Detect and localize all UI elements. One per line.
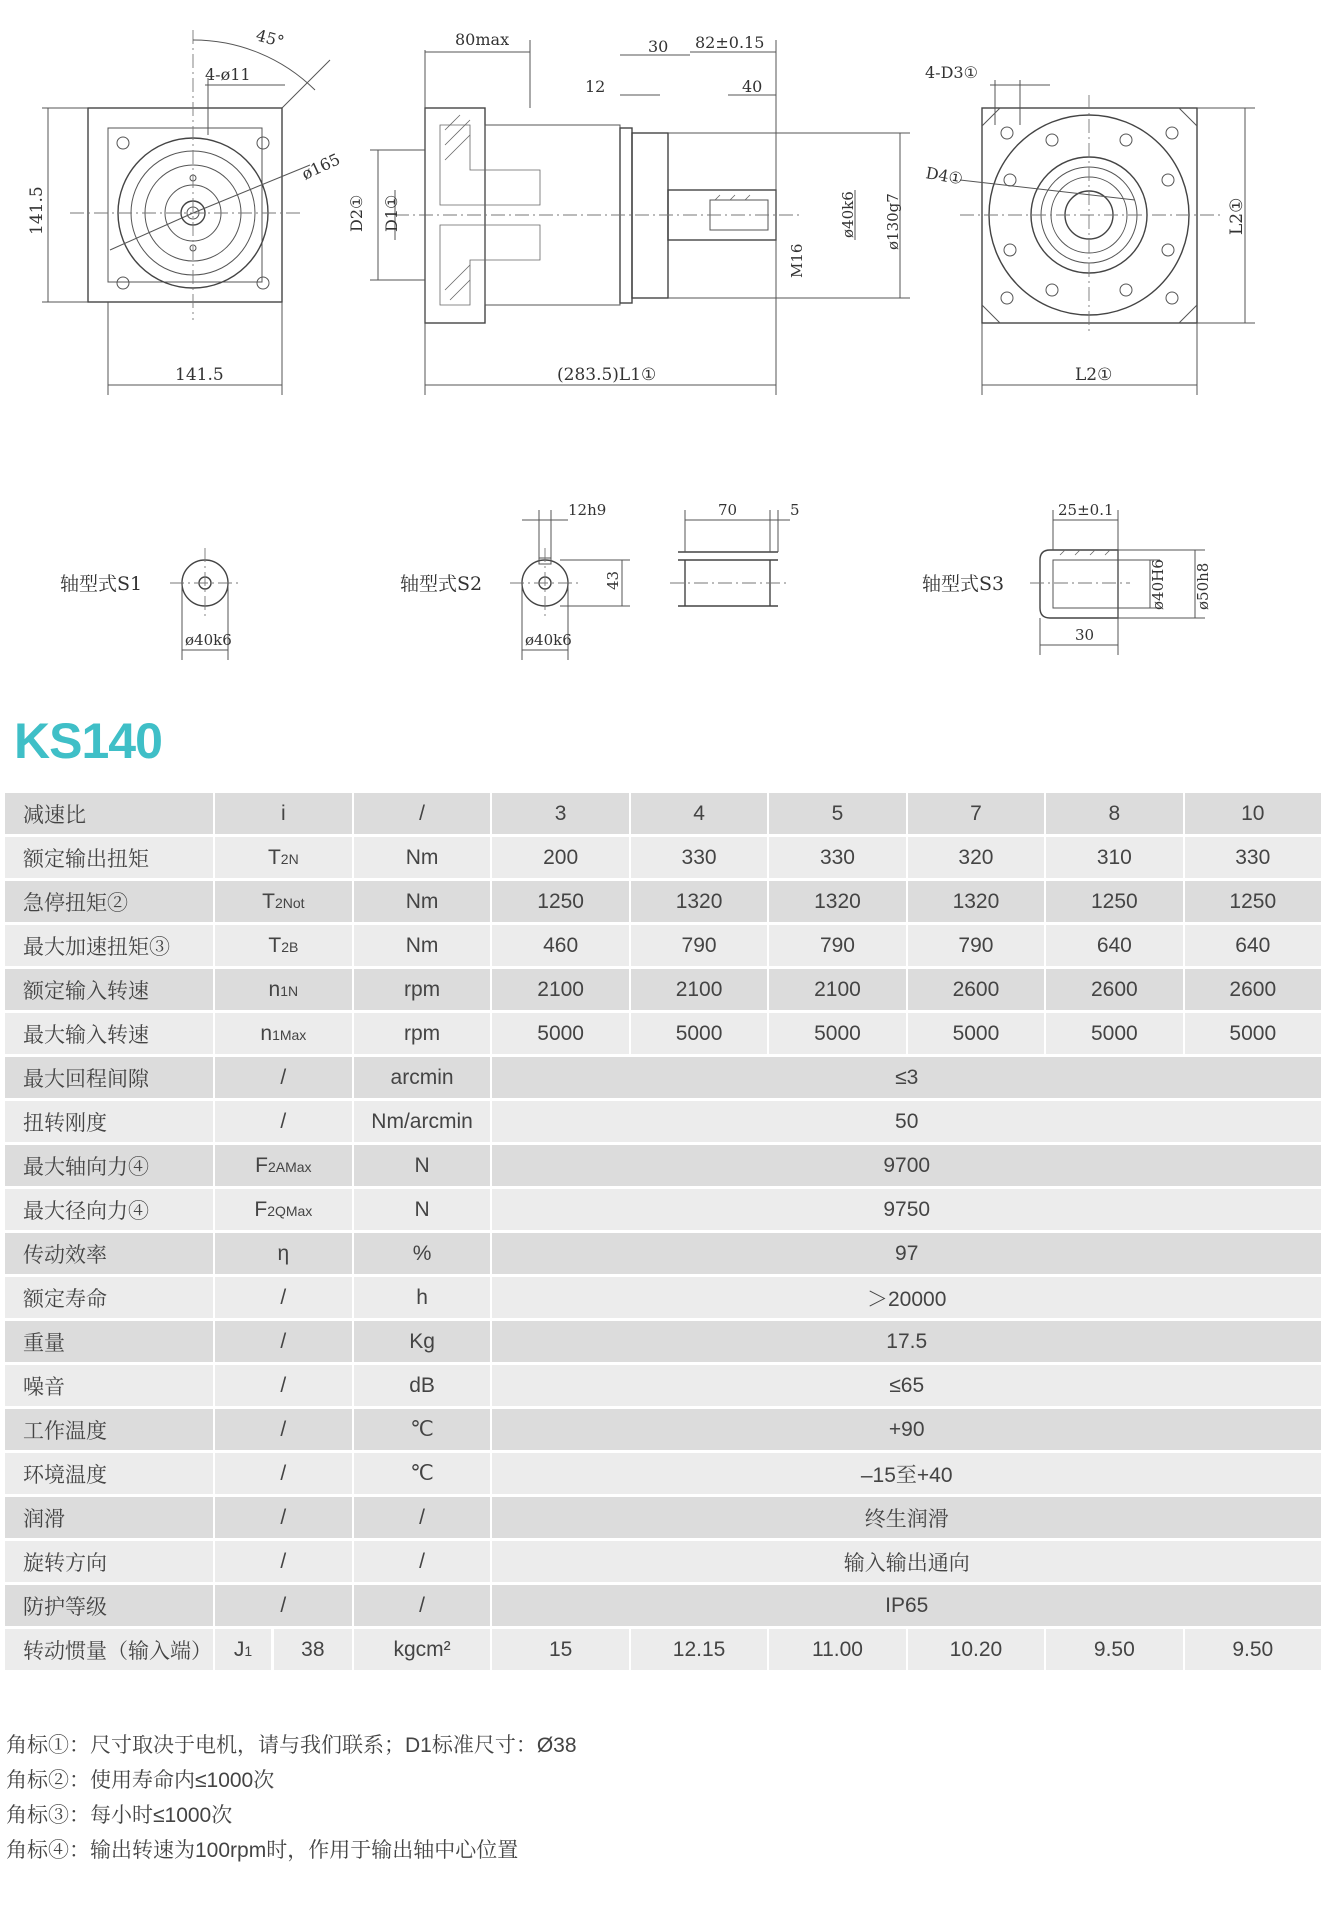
- value-cell: 15: [492, 1629, 628, 1670]
- unit-cell: rpm: [354, 969, 491, 1010]
- symbol-text: /: [280, 1109, 287, 1133]
- row-label: 额定寿命: [5, 1277, 213, 1318]
- value-cell: 1320: [769, 881, 905, 922]
- s3-depth: 30: [1075, 626, 1095, 644]
- symbol-text: /: [280, 1505, 287, 1529]
- unit-cell: Nm: [354, 925, 491, 966]
- unit-cell: rpm: [354, 1013, 491, 1054]
- s3-len: 25±0.1: [1058, 501, 1114, 519]
- front-width: 141.5: [175, 365, 224, 385]
- model-title: KS140: [14, 713, 162, 769]
- unit-cell: Nm/arcmin: [354, 1101, 491, 1142]
- symbol-cell: [215, 1189, 352, 1230]
- table-row: [5, 1365, 1321, 1406]
- row-label: 防护等级: [5, 1585, 213, 1626]
- value-cell: 5000: [908, 1013, 1044, 1054]
- rear-holes: 4-D3①: [925, 63, 978, 82]
- symbol-text: /: [280, 1461, 287, 1485]
- side-length: (283.5)L1①: [557, 365, 657, 385]
- row-label: 额定输出扭矩: [5, 837, 213, 878]
- footnote-4: 角标④：输出转速为100rpm时，作用于输出轴中心位置: [6, 1839, 519, 1862]
- side-shaft-dia: ø40k6: [839, 191, 857, 238]
- value-cell: 330: [631, 837, 767, 878]
- table-row: [5, 1497, 1321, 1538]
- s2-len: 70: [718, 501, 738, 519]
- table-row: [5, 1013, 1321, 1054]
- symbol-cell: i: [215, 793, 352, 834]
- value-cell: 3: [492, 793, 628, 834]
- s3-od: ø50h8: [1194, 562, 1212, 610]
- unit-cell: h: [354, 1277, 491, 1318]
- table-row: [5, 881, 1321, 922]
- row-label: 急停扭矩②: [5, 881, 213, 922]
- value-cell: 790: [631, 925, 767, 966]
- value-cell: 5000: [492, 1013, 628, 1054]
- spec-table: [3, 790, 1323, 1673]
- front-view: [27, 26, 343, 395]
- symbol-cell: [215, 969, 352, 1010]
- row-label: 扭转刚度: [5, 1101, 213, 1142]
- side-d1: D1①: [382, 194, 401, 232]
- table-row: [5, 1277, 1321, 1318]
- value-cell: 11.00: [769, 1629, 905, 1670]
- value-cell: 9750: [492, 1189, 1321, 1230]
- symbol-text: /: [280, 1329, 287, 1353]
- side-thread: M16: [788, 243, 806, 278]
- value-cell: 9.50: [1185, 1629, 1321, 1670]
- value-cell: 4: [631, 793, 767, 834]
- table-row: [5, 969, 1321, 1010]
- symbol-subscript: 1Max: [272, 1026, 307, 1043]
- symbol-text: /: [280, 1373, 287, 1397]
- symbol-cell: [215, 1321, 352, 1362]
- s2-dia: ø40k6: [525, 631, 572, 649]
- value-cell: 330: [1185, 837, 1321, 878]
- symbol-cell: [215, 1629, 352, 1670]
- symbol-cell: [215, 1365, 352, 1406]
- value-cell: 终生润滑: [492, 1497, 1321, 1538]
- symbol-subscript: 2B: [281, 938, 299, 955]
- row-label: 最大加速扭矩③: [5, 925, 213, 966]
- symbol-text: F: [255, 1153, 268, 1177]
- side-12: 12: [585, 77, 606, 96]
- value-cell: 310: [1046, 837, 1182, 878]
- side-flange: 80max: [455, 30, 510, 49]
- d1-size: 38: [301, 1637, 325, 1661]
- value-cell: 2600: [1185, 969, 1321, 1010]
- value-cell: 2100: [631, 969, 767, 1010]
- symbol-cell: [215, 1541, 352, 1582]
- value-cell: 2600: [1046, 969, 1182, 1010]
- row-label: 转动惯量（输入端）: [5, 1629, 213, 1670]
- value-cell: ≤3: [492, 1057, 1321, 1098]
- unit-cell: ℃: [354, 1409, 491, 1450]
- s2-height: 43: [604, 570, 622, 590]
- value-cell: 5000: [1046, 1013, 1182, 1054]
- value-cell: 10: [1185, 793, 1321, 834]
- rear-view: [924, 63, 1255, 395]
- s3-label: 轴型式S3: [922, 573, 1005, 595]
- symbol-cell: [215, 881, 352, 922]
- symbol-text: /: [280, 1593, 287, 1617]
- table-row: [5, 1585, 1321, 1626]
- value-cell: 5000: [631, 1013, 767, 1054]
- value-cell: 2100: [492, 969, 628, 1010]
- value-cell: 输入输出通向: [492, 1541, 1321, 1582]
- value-cell: 1250: [1046, 881, 1182, 922]
- symbol-text: T: [262, 889, 275, 913]
- rear-l2-horizontal: L2①: [1075, 365, 1113, 385]
- row-label: 环境温度: [5, 1453, 213, 1494]
- value-cell: 460: [492, 925, 628, 966]
- unit-cell: Kg: [354, 1321, 491, 1362]
- value-cell: 790: [908, 925, 1044, 966]
- value-cell: 10.20: [908, 1629, 1044, 1670]
- s1-label: 轴型式S1: [60, 573, 143, 595]
- s1-dia: ø40k6: [185, 631, 232, 649]
- symbol-text: /: [280, 1285, 287, 1309]
- table-row: [5, 1541, 1321, 1582]
- symbol-subscript: 2AMax: [267, 1158, 312, 1175]
- front-angle: 45°: [253, 25, 287, 52]
- unit-cell: dB: [354, 1365, 491, 1406]
- symbol-cell: [215, 925, 352, 966]
- table-row: [5, 1453, 1321, 1494]
- shaft-s3: [922, 501, 1212, 655]
- symbol-text: η: [277, 1241, 290, 1265]
- value-cell: 5000: [1185, 1013, 1321, 1054]
- table-row: [5, 1233, 1321, 1274]
- value-cell: 1320: [908, 881, 1044, 922]
- symbol-cell: [215, 1101, 352, 1142]
- unit-cell: Nm: [354, 881, 491, 922]
- symbol-cell: [215, 1145, 352, 1186]
- s3-bore: ø40H6: [1149, 559, 1167, 610]
- unit-cell: N: [354, 1145, 491, 1186]
- value-cell: 7: [908, 793, 1044, 834]
- symbol-text: /: [280, 1065, 287, 1089]
- symbol-text: /: [280, 1417, 287, 1441]
- unit-cell: N: [354, 1189, 491, 1230]
- value-cell: 640: [1046, 925, 1182, 966]
- row-label: 重量: [5, 1321, 213, 1362]
- value-cell: 5000: [769, 1013, 905, 1054]
- row-label: 最大输入转速: [5, 1013, 213, 1054]
- row-label: 旋转方向: [5, 1541, 213, 1582]
- unit-cell: /: [354, 1585, 491, 1626]
- value-cell: 5: [769, 793, 905, 834]
- symbol-cell: [215, 1057, 352, 1098]
- s2-key: 12h9: [568, 501, 607, 519]
- table-row: [5, 793, 1321, 834]
- unit-cell: %: [354, 1233, 491, 1274]
- value-cell: 2600: [908, 969, 1044, 1010]
- symbol-text: T: [267, 845, 281, 869]
- front-pcd: ø165: [298, 149, 344, 184]
- table-row: [5, 1101, 1321, 1142]
- s2-label: 轴型式S2: [400, 573, 483, 595]
- table-row: [5, 837, 1321, 878]
- symbol-text: T: [268, 933, 282, 957]
- value-cell: 640: [1185, 925, 1321, 966]
- row-label: 额定输入转速: [5, 969, 213, 1010]
- value-cell: 9700: [492, 1145, 1321, 1186]
- front-holes: 4-ø11: [205, 65, 251, 84]
- symbol-subscript: 2N: [280, 850, 299, 867]
- s2-off: 5: [790, 501, 800, 519]
- symbol-subscript: 1N: [280, 982, 299, 999]
- side-pilot: ø130g7: [884, 193, 902, 250]
- front-height: 141.5: [27, 186, 47, 235]
- row-label: 噪音: [5, 1365, 213, 1406]
- unit-cell: /: [354, 1497, 491, 1538]
- value-cell: 330: [769, 837, 905, 878]
- table-row: [5, 1321, 1321, 1362]
- value-cell: 17.5: [492, 1321, 1321, 1362]
- shaft-s2: [400, 501, 800, 660]
- value-cell: IP65: [492, 1585, 1321, 1626]
- rear-l2-vertical: L2①: [1227, 197, 1247, 235]
- table-row: [5, 1629, 1321, 1670]
- row-label: 传动效率: [5, 1233, 213, 1274]
- side-d2: D2①: [347, 194, 366, 232]
- row-label: 最大回程间隙: [5, 1057, 213, 1098]
- value-cell: 12.15: [631, 1629, 767, 1670]
- value-cell: 50: [492, 1101, 1321, 1142]
- symbol-text: n: [268, 977, 281, 1001]
- value-cell: 320: [908, 837, 1044, 878]
- value-cell: 1320: [631, 881, 767, 922]
- symbol-cell: [215, 1497, 352, 1538]
- unit-cell: Nm: [354, 837, 491, 878]
- symbol-subscript: 1: [244, 1642, 253, 1659]
- table-row: [5, 1189, 1321, 1230]
- value-cell: 790: [769, 925, 905, 966]
- footnote-2: 角标②：使用寿命内≤1000次: [6, 1769, 275, 1792]
- footnotes: [6, 1728, 577, 1868]
- symbol-cell: [215, 1585, 352, 1626]
- symbol-cell: [215, 1233, 352, 1274]
- technical-drawing: [0, 0, 1326, 680]
- row-label: 减速比: [5, 793, 213, 834]
- rear-d4: D4①: [924, 163, 965, 189]
- unit-cell: arcmin: [354, 1057, 491, 1098]
- symbol-cell: [215, 1013, 352, 1054]
- value-cell: ＞20000: [492, 1277, 1321, 1318]
- value-cell: 97: [492, 1233, 1321, 1274]
- value-cell: 1250: [1185, 881, 1321, 922]
- table-row: [5, 1409, 1321, 1450]
- row-label: 最大轴向力④: [5, 1145, 213, 1186]
- row-label: 润滑: [5, 1497, 213, 1538]
- unit-cell: ℃: [354, 1453, 491, 1494]
- value-cell: +90: [492, 1409, 1321, 1450]
- value-cell: 9.50: [1046, 1629, 1182, 1670]
- table-row: [5, 1145, 1321, 1186]
- symbol-cell: [215, 837, 352, 878]
- side-82: 82±0.15: [695, 33, 765, 52]
- row-label: 工作温度: [5, 1409, 213, 1450]
- unit-cell: kgcm²: [354, 1629, 491, 1670]
- symbol-text: /: [280, 1549, 287, 1573]
- row-label: 最大径向力④: [5, 1189, 213, 1230]
- symbol-text: F: [254, 1197, 268, 1221]
- footnote-1: 角标①：尺寸取决于电机，请与我们联系；D1标准尺寸：Ø38: [6, 1734, 577, 1757]
- symbol-text: n: [260, 1021, 273, 1045]
- symbol-cell: [215, 1453, 352, 1494]
- table-row: [5, 925, 1321, 966]
- side-40: 40: [742, 77, 763, 96]
- unit-cell: /: [354, 793, 491, 834]
- value-cell: 8: [1046, 793, 1182, 834]
- unit-cell: /: [354, 1541, 491, 1582]
- symbol-text: J: [233, 1637, 245, 1661]
- symbol-subscript: 2Not: [274, 894, 305, 911]
- side-view: [347, 30, 910, 395]
- symbol-cell: [215, 1277, 352, 1318]
- symbol-subscript: 2QMax: [267, 1202, 313, 1219]
- value-cell: –15至+40: [492, 1453, 1321, 1494]
- value-cell: 200: [492, 837, 628, 878]
- side-30: 30: [648, 37, 669, 56]
- value-cell: ≤65: [492, 1365, 1321, 1406]
- table-row: [5, 1057, 1321, 1098]
- value-cell: 1250: [492, 881, 628, 922]
- shaft-s1: [60, 548, 240, 660]
- symbol-cell: [215, 1409, 352, 1450]
- footnote-3: 角标③：每小时≤1000次: [6, 1804, 233, 1827]
- value-cell: 2100: [769, 969, 905, 1010]
